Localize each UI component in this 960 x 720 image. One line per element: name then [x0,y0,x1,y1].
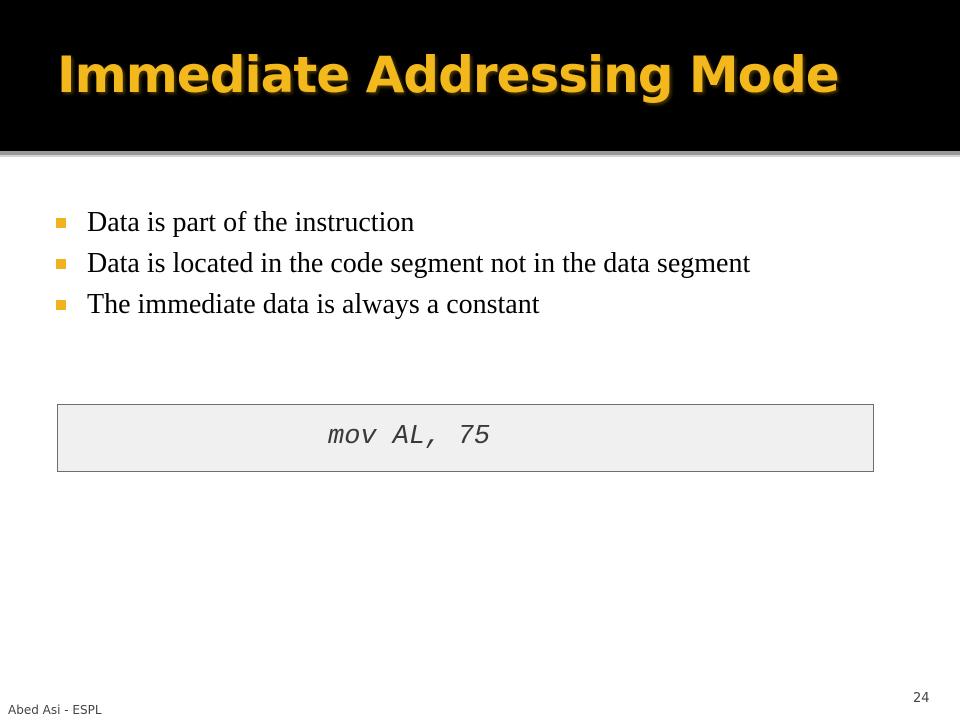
square-bullet-icon [56,300,66,310]
slide-title: Immediate Addressing Mode [57,46,839,104]
title-divider [0,151,960,157]
bullet-item [56,202,816,243]
bullet-text: Data is located in the code segment not in the data segment [87,248,751,279]
code-box [57,404,874,472]
page-number: 24 [913,691,930,706]
code-snippet: mov AL, 75 [328,422,491,452]
title-bar [0,0,960,151]
bullet-item [56,243,816,284]
footer-author: Abed Asi - ESPL [8,703,102,717]
square-bullet-icon [56,218,66,228]
bullet-text: The immediate data is always a constant [87,289,540,320]
bullet-item [56,284,816,325]
bullet-text: Data is part of the instruction [87,207,415,238]
bullet-list [56,202,816,325]
square-bullet-icon [56,259,66,269]
